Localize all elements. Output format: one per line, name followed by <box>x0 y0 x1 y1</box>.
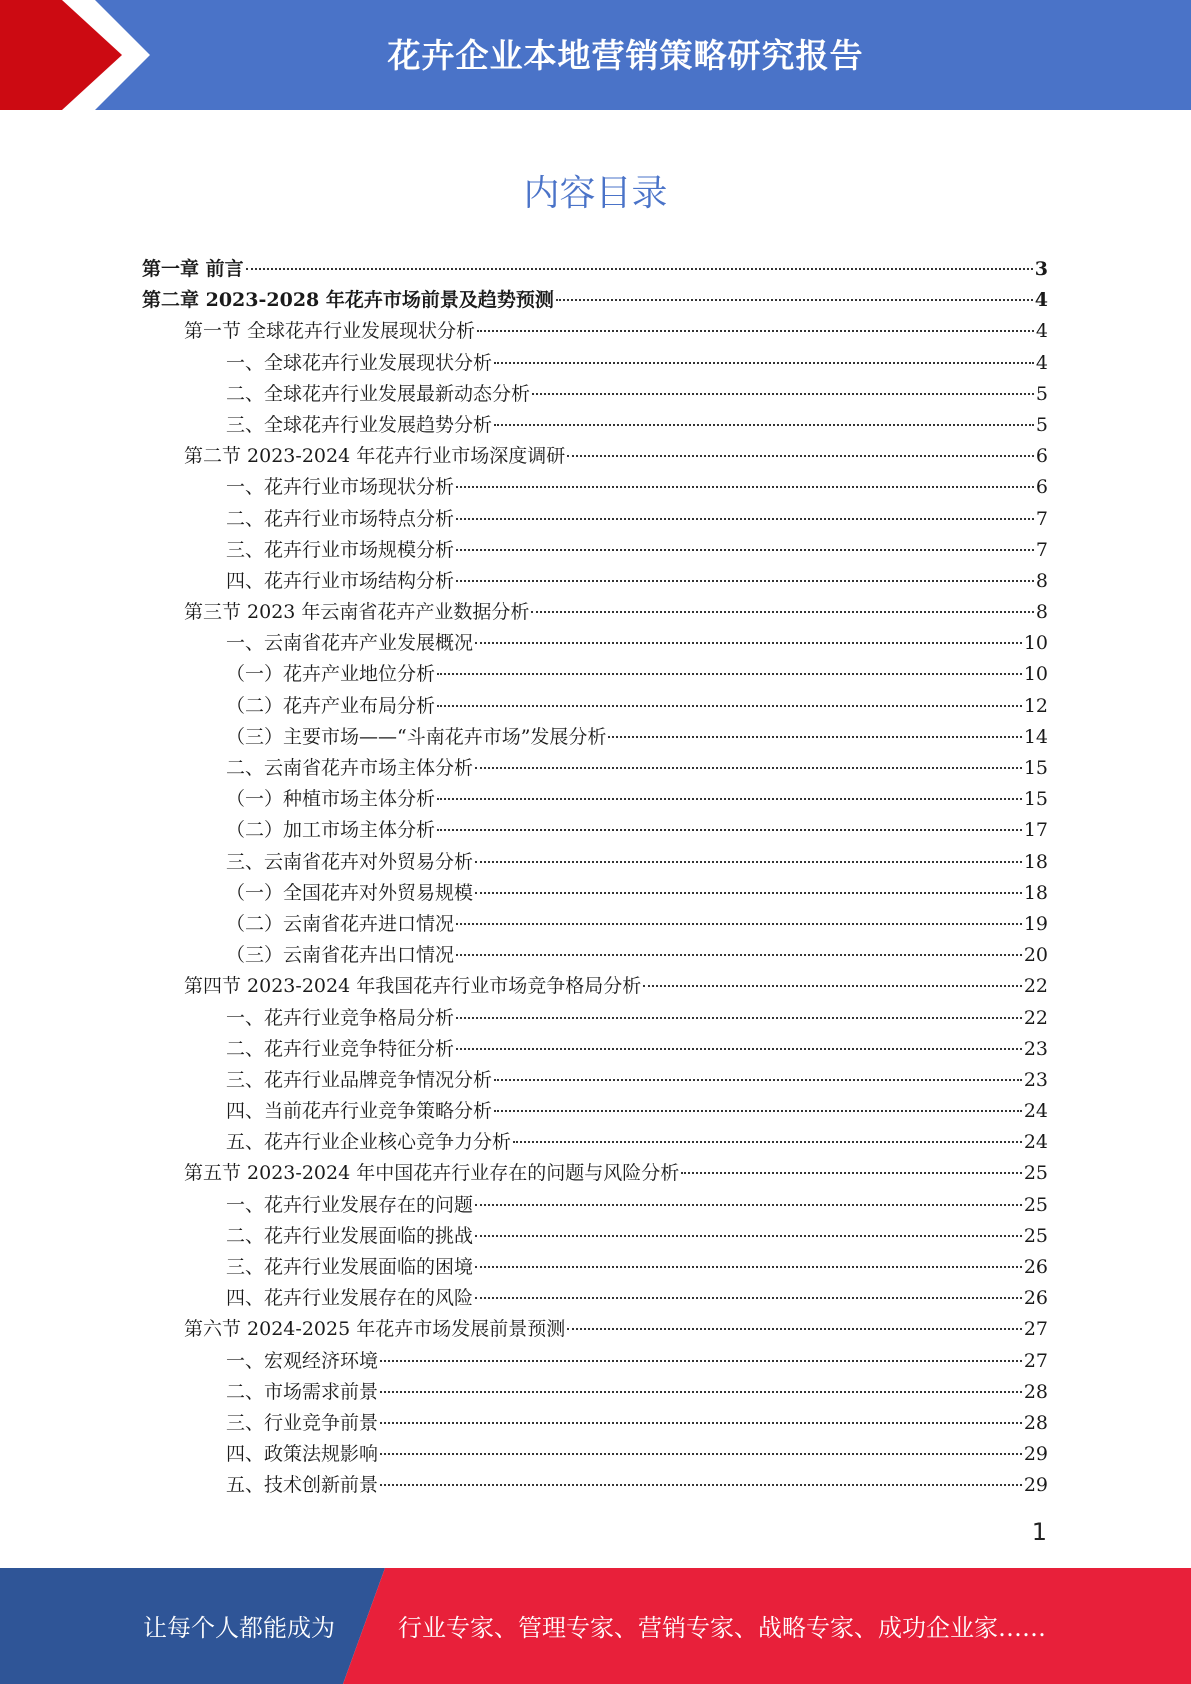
toc-entry-title: 三、花卉行业发展面临的困境 <box>226 1256 474 1278</box>
toc-entry-page: 5 <box>1035 413 1048 436</box>
toc-entry[interactable] <box>142 815 1048 846</box>
toc-dot-leader <box>456 549 1034 551</box>
toc-entry-page: 18 <box>1023 881 1048 904</box>
toc-entry-page: 17 <box>1023 819 1048 842</box>
toc-entry-title: 二、花卉行业市场特点分析 <box>226 507 455 530</box>
toc-entry[interactable] <box>142 1346 1048 1377</box>
toc-entry-title: 三、行业竞争前景 <box>226 1411 379 1434</box>
toc-entry-title: 五、花卉行业企业核心竞争力分析 <box>226 1131 512 1154</box>
toc-entry-page: 25 <box>1023 1224 1048 1247</box>
toc-dot-leader <box>567 1328 1022 1330</box>
footer-banner <box>0 1568 1191 1684</box>
toc-entry-page: 27 <box>1023 1318 1048 1341</box>
toc-entry-title: 三、云南省花卉对外贸易分析 <box>226 850 474 873</box>
toc-entry-page: 25 <box>1023 1193 1048 1216</box>
toc-dot-leader <box>380 1422 1022 1424</box>
toc-entry[interactable] <box>142 1190 1048 1221</box>
toc-entry-page: 5 <box>1035 382 1048 405</box>
toc-dot-leader <box>437 798 1022 800</box>
toc-dot-leader <box>437 705 1022 707</box>
toc-entry[interactable] <box>142 1003 1048 1034</box>
toc-dot-leader <box>567 455 1034 457</box>
toc-entry-page: 12 <box>1023 694 1048 717</box>
toc-dot-leader <box>475 892 1022 894</box>
toc-dot-leader <box>513 1141 1022 1143</box>
toc-entry-title: （二）云南省花卉进口情况 <box>226 912 455 935</box>
toc-entry[interactable] <box>142 1158 1048 1189</box>
toc-entry-title: 一、花卉行业发展存在的问题 <box>226 1193 474 1216</box>
toc-entry-title: 五、技术创新前景 <box>226 1474 379 1497</box>
header-banner <box>0 0 1191 110</box>
footer-slogan-right: 行业专家、管理专家、营销专家、战略专家、成功企业家…… <box>398 1614 1046 1642</box>
toc-dot-leader <box>475 1204 1022 1206</box>
toc-entry-page: 22 <box>1023 975 1048 998</box>
toc-entry[interactable] <box>142 504 1048 535</box>
toc-entry-title: （二）花卉产业布局分析 <box>226 694 436 717</box>
toc-dot-leader <box>475 767 1022 769</box>
toc-dot-leader <box>380 1391 1022 1393</box>
toc-dot-leader <box>456 1048 1022 1050</box>
toc-entry-title: （一）种植市场主体分析 <box>226 788 436 811</box>
toc-dot-leader <box>494 362 1034 364</box>
toc-entry[interactable] <box>142 909 1048 940</box>
toc-entry[interactable] <box>142 254 1048 285</box>
toc-entry-title: （一）花卉产业地位分析 <box>226 663 436 686</box>
toc-entry-page: 26 <box>1023 1256 1048 1278</box>
toc-entry-page: 8 <box>1035 601 1048 624</box>
toc-entry-title: （二）加工市场主体分析 <box>226 819 436 842</box>
toc-entry-title: 第五节 2023-2024 年中国花卉行业存在的问题与风险分析 <box>184 1162 680 1185</box>
toc-entry-page: 3 <box>1034 258 1048 280</box>
toc-entry-page: 25 <box>1023 1162 1048 1185</box>
toc-dot-leader <box>456 1017 1022 1019</box>
toc-dot-leader <box>494 1110 1022 1112</box>
toc-entry-page: 15 <box>1023 757 1048 779</box>
toc-entry[interactable] <box>142 1470 1048 1501</box>
toc-dot-leader <box>437 673 1022 675</box>
toc-entry-title: （三）云南省花卉出口情况 <box>226 944 455 967</box>
toc-entry[interactable] <box>142 348 1048 379</box>
toc-entry-page: 28 <box>1023 1380 1048 1403</box>
toc-entry-title: 四、花卉行业市场结构分析 <box>226 569 455 592</box>
toc-entry[interactable] <box>142 566 1048 597</box>
toc-entry-page: 14 <box>1023 725 1048 748</box>
toc-entry-title: 三、花卉行业品牌竞争情况分析 <box>226 1068 493 1091</box>
toc-entry[interactable] <box>142 940 1048 971</box>
toc-entry[interactable] <box>142 535 1048 566</box>
toc-entry[interactable] <box>142 784 1048 815</box>
toc-entry-page: 23 <box>1023 1068 1048 1091</box>
toc-entry-title: 一、云南省花卉产业发展概况 <box>226 632 474 655</box>
toc-entry-title: 第一节 全球花卉行业发展现状分析 <box>184 320 476 343</box>
toc-dot-leader <box>475 861 1022 863</box>
toc-entry-page: 19 <box>1023 912 1048 935</box>
toc-entry[interactable] <box>142 1439 1048 1470</box>
toc-entry-page: 24 <box>1023 1131 1048 1154</box>
toc-dot-leader <box>532 393 1034 395</box>
toc-entry-title: 第四节 2023-2024 年我国花卉行业市场竞争格局分析 <box>184 975 642 998</box>
toc-entry-page: 4 <box>1035 351 1048 374</box>
toc-dot-leader <box>494 1079 1022 1081</box>
toc-entry-title: 二、花卉行业发展面临的挑战 <box>226 1224 474 1247</box>
toc-dot-leader <box>437 829 1022 831</box>
toc-entry-title: 一、花卉行业市场现状分析 <box>226 476 455 499</box>
toc-entry[interactable] <box>142 1127 1048 1158</box>
toc-dot-leader <box>475 1266 1022 1268</box>
toc-entry-page: 6 <box>1035 445 1048 468</box>
toc-entry-page: 4 <box>1034 289 1048 312</box>
toc-dot-leader <box>681 1172 1022 1174</box>
toc-dot-leader <box>380 1484 1022 1486</box>
toc-dot-leader <box>556 299 1033 301</box>
toc-entry[interactable] <box>142 722 1048 753</box>
toc-entry-page: 15 <box>1023 788 1048 811</box>
toc-dot-leader <box>608 736 1021 738</box>
toc-entry-title: 第三节 2023 年云南省花卉产业数据分析 <box>184 601 530 624</box>
toc-entry-page: 10 <box>1023 632 1048 655</box>
toc-entry-page: 29 <box>1023 1474 1048 1497</box>
toc-dot-leader <box>494 424 1034 426</box>
toc-dot-leader <box>643 985 1022 987</box>
toc-entry-title: 三、花卉行业市场规模分析 <box>226 538 455 561</box>
toc-dot-leader <box>475 1297 1022 1299</box>
toc-entry[interactable] <box>142 472 1048 503</box>
toc-entry-title: （一）全国花卉对外贸易规模 <box>226 881 474 904</box>
toc-heading: 内容目录 <box>523 173 668 214</box>
toc-entry-title: 一、全球花卉行业发展现状分析 <box>226 351 493 374</box>
toc-dot-leader <box>531 611 1033 613</box>
toc-entry-title: （三）主要市场——“斗南花卉市场”发展分析 <box>226 725 607 748</box>
toc-entry[interactable] <box>142 753 1048 784</box>
toc-entry[interactable] <box>142 1096 1048 1127</box>
toc-entry[interactable] <box>142 1283 1048 1314</box>
toc-entry-title: 第一章 前言 <box>142 258 244 280</box>
toc-entry-title: 一、宏观经济环境 <box>226 1349 379 1372</box>
toc-dot-leader <box>477 330 1034 332</box>
toc-entry[interactable] <box>142 847 1048 878</box>
report-title: 花卉企业本地营销策略研究报告 <box>387 36 864 75</box>
toc-entry-page: 10 <box>1023 663 1048 686</box>
toc-dot-leader <box>456 580 1034 582</box>
footer-slogan-left: 让每个人都能成为 <box>143 1614 335 1642</box>
toc-entry[interactable] <box>142 1034 1048 1065</box>
toc-entry[interactable] <box>142 1221 1048 1252</box>
toc-entry-page: 8 <box>1035 569 1048 592</box>
toc-entry-page: 22 <box>1023 1006 1048 1029</box>
toc-dot-leader <box>456 923 1022 925</box>
toc-entry-page: 29 <box>1023 1443 1048 1466</box>
table-of-contents <box>142 254 1048 1502</box>
toc-entry-title: 第二章 2023-2028 年花卉市场前景及趋势预测 <box>142 289 554 312</box>
toc-entry-title: 三、全球花卉行业发展趋势分析 <box>226 413 493 436</box>
toc-entry-page: 4 <box>1035 320 1048 343</box>
toc-entry[interactable] <box>142 691 1048 722</box>
toc-entry-page: 18 <box>1023 850 1048 873</box>
toc-entry[interactable] <box>142 441 1048 472</box>
toc-entry[interactable] <box>142 410 1048 441</box>
toc-entry[interactable] <box>142 316 1048 347</box>
toc-entry-title: 第六节 2024-2025 年花卉市场发展前景预测 <box>184 1318 566 1341</box>
page-number: 1 <box>1031 1518 1047 1546</box>
toc-entry-page: 23 <box>1023 1037 1048 1060</box>
toc-dot-leader <box>246 268 1033 270</box>
toc-dot-leader <box>380 1360 1022 1362</box>
toc-entry-page: 7 <box>1035 507 1048 530</box>
toc-entry[interactable] <box>142 628 1048 659</box>
toc-dot-leader <box>475 1235 1022 1237</box>
toc-entry-title: 一、花卉行业竞争格局分析 <box>226 1006 455 1029</box>
toc-entry-page: 20 <box>1023 944 1048 967</box>
toc-dot-leader <box>456 518 1034 520</box>
toc-dot-leader <box>380 1453 1022 1455</box>
toc-dot-leader <box>456 954 1022 956</box>
toc-entry[interactable] <box>142 597 1048 628</box>
toc-entry-page: 6 <box>1035 476 1048 499</box>
toc-entry-page: 7 <box>1035 538 1048 561</box>
toc-entry-title: 四、政策法规影响 <box>226 1443 379 1466</box>
toc-entry[interactable] <box>142 1377 1048 1408</box>
toc-entry-title: 第二节 2023-2024 年花卉行业市场深度调研 <box>184 445 566 468</box>
toc-entry[interactable] <box>142 659 1048 690</box>
toc-entry-title: 二、市场需求前景 <box>226 1380 379 1403</box>
toc-entry[interactable] <box>142 1408 1048 1439</box>
toc-entry[interactable] <box>142 1252 1048 1283</box>
toc-entry[interactable] <box>142 285 1048 316</box>
toc-entry-title: 四、花卉行业发展存在的风险 <box>226 1287 474 1310</box>
toc-entry-title: 二、全球花卉行业发展最新动态分析 <box>226 382 531 405</box>
toc-entry[interactable] <box>142 1065 1048 1096</box>
toc-entry-page: 28 <box>1023 1411 1048 1434</box>
toc-entry-title: 四、当前花卉行业竞争策略分析 <box>226 1100 493 1123</box>
toc-entry-page: 27 <box>1023 1349 1048 1372</box>
toc-entry-page: 26 <box>1023 1287 1048 1310</box>
toc-entry[interactable] <box>142 971 1048 1002</box>
toc-entry-title: 二、花卉行业竞争特征分析 <box>226 1037 455 1060</box>
toc-entry-title: 二、云南省花卉市场主体分析 <box>226 757 474 779</box>
toc-entry[interactable] <box>142 379 1048 410</box>
toc-entry-page: 24 <box>1023 1100 1048 1123</box>
toc-entry[interactable] <box>142 878 1048 909</box>
toc-dot-leader <box>456 486 1034 488</box>
toc-dot-leader <box>475 642 1022 644</box>
toc-entry[interactable] <box>142 1314 1048 1345</box>
